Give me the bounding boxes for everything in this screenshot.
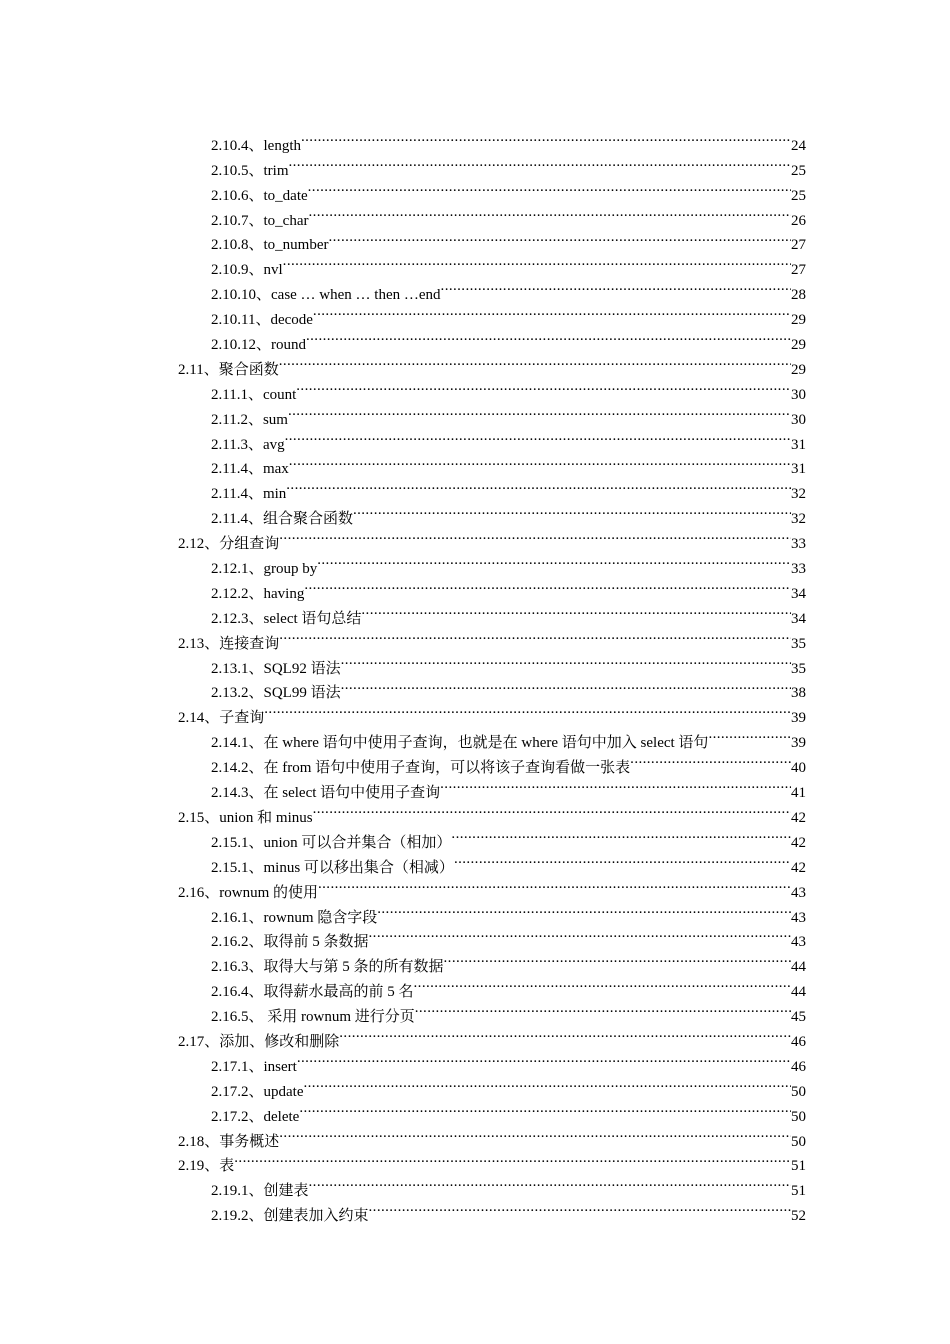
toc-dot-leader (279, 523, 791, 548)
toc-dot-leader (313, 299, 791, 324)
toc-entry-title: 2.12.1、group by (211, 561, 318, 578)
toc-entry[interactable] (0, 797, 950, 826)
toc-dot-leader (289, 150, 792, 175)
toc-entry[interactable] (0, 922, 950, 951)
toc-page-number: 32 (791, 511, 806, 528)
toc-page-number: 33 (791, 561, 806, 578)
toc-dot-leader (286, 473, 791, 498)
toc-entry-title: 2.11.4、min (211, 486, 287, 503)
toc-entry-title: 2.10.9、nvl (211, 262, 283, 279)
toc-dot-leader (339, 1021, 791, 1046)
toc-dot-leader (279, 349, 791, 374)
toc-entry-title: 2.11.4、max (211, 461, 289, 478)
toc-entry-title: 2.12、分组查询 (178, 536, 280, 553)
toc-entry[interactable] (0, 1195, 950, 1225)
toc-page-number: 39 (791, 735, 806, 752)
toc-entry-title: 2.19.2、创建表加入约束 (211, 1208, 369, 1225)
toc-page-number: 28 (791, 287, 806, 304)
toc-page-number: 42 (791, 809, 806, 826)
toc-entry[interactable] (0, 872, 950, 901)
toc-entry-title: 2.10.11、decode (211, 312, 313, 329)
toc-entry-title: 2.16.5、 采用 rownum 进行分页 (211, 1009, 415, 1026)
toc-entry[interactable] (0, 299, 950, 329)
toc-dot-leader (283, 249, 791, 274)
toc-page-number: 29 (791, 312, 806, 329)
toc-entry[interactable] (0, 498, 950, 528)
toc-dot-leader (296, 374, 791, 399)
toc-entry[interactable] (0, 175, 950, 204)
toc-page-number: 43 (791, 884, 806, 901)
toc-dot-leader (308, 200, 791, 225)
toc-page-number: 24 (791, 137, 806, 154)
toc-entry-title: 2.14.1、在 where 语句中使用子查询，也就是在 where 语句中加入 select 语句 (211, 735, 709, 752)
toc-page-number: 29 (791, 337, 806, 354)
toc-entry[interactable] (0, 324, 950, 354)
toc-page-number: 29 (791, 361, 806, 378)
toc-dot-leader (301, 125, 791, 150)
toc-entry[interactable] (0, 847, 950, 876)
toc-entry-title: 2.16.4、取得薪水最高的前 5 名 (211, 984, 414, 1001)
toc-page-number: 27 (791, 237, 806, 254)
toc-dot-leader (234, 1146, 791, 1171)
toc-entry-title: 2.17、添加、修改和删除 (178, 1033, 340, 1050)
toc-entry[interactable] (0, 897, 950, 926)
toc-page-number: 43 (791, 934, 806, 951)
toc-dot-leader (285, 424, 791, 449)
toc-entry-title: 2.10.7、to_char (211, 212, 309, 229)
toc-entry-title: 2.16.1、rownum 隐含字段 (211, 909, 378, 926)
toc-page-number: 51 (791, 1183, 806, 1200)
toc-entry[interactable] (0, 200, 950, 229)
toc-dot-leader (299, 1096, 791, 1121)
toc-entry-title: 2.10.5、trim (211, 162, 289, 179)
toc-entry[interactable] (0, 598, 950, 627)
toc-page-number: 46 (791, 1058, 806, 1075)
toc-dot-leader (369, 1195, 791, 1220)
toc-entry-title: 2.10.12、round (211, 337, 306, 354)
toc-page-number: 46 (791, 1033, 806, 1050)
toc-entry-title: 2.18、事务概述 (178, 1133, 280, 1150)
toc-entry-title: 2.13、连接查询 (178, 635, 280, 652)
toc-dot-leader (308, 175, 791, 200)
toc-page-number: 34 (791, 585, 806, 602)
toc-entry[interactable] (0, 971, 950, 1001)
toc-dot-leader (441, 274, 791, 299)
toc-dot-leader (440, 772, 791, 797)
toc-dot-leader (306, 324, 791, 349)
toc-page-number: 40 (791, 760, 806, 777)
toc-entry[interactable] (0, 1170, 950, 1200)
toc-page-number: 25 (791, 187, 806, 204)
toc-entry-title: 2.16、rownum 的使用 (178, 884, 318, 901)
toc-entry-title: 2.12.3、select 语句总结 (211, 610, 362, 627)
toc-dot-leader (317, 548, 791, 573)
toc-entry[interactable] (0, 150, 950, 179)
toc-page-number: 44 (791, 984, 806, 1001)
table-of-contents (0, 125, 950, 1225)
toc-entry-title: 2.12.2、having (211, 585, 305, 602)
toc-dot-leader (451, 822, 791, 847)
toc-page-number: 25 (791, 162, 806, 179)
toc-entry[interactable] (0, 473, 950, 503)
toc-entry-title: 2.17.1、insert (211, 1058, 297, 1075)
toc-entry[interactable] (0, 1096, 950, 1125)
toc-dot-leader (444, 946, 791, 971)
toc-dot-leader (297, 1046, 791, 1071)
toc-dot-leader (313, 797, 791, 822)
toc-entry-title: 2.14.3、在 select 语句中使用子查询 (211, 785, 441, 802)
toc-dot-leader (415, 996, 791, 1021)
toc-dot-leader (361, 598, 791, 623)
toc-dot-leader (279, 1121, 791, 1146)
toc-entry-title: 2.10.4、length (211, 137, 301, 154)
toc-entry[interactable] (0, 225, 950, 254)
toc-dot-leader (288, 399, 791, 424)
toc-entry-title: 2.11.3、avg (211, 436, 285, 453)
toc-page-number: 32 (791, 486, 806, 503)
toc-entry-title: 2.14.2、在 from 语句中使用子查询，可以将该子查询看做一张表 (211, 760, 631, 777)
toc-page-number: 50 (791, 1083, 806, 1100)
toc-entry[interactable] (0, 623, 950, 652)
toc-entry-title: 2.10.6、to_date (211, 187, 308, 204)
toc-entry[interactable] (0, 946, 950, 976)
toc-page-number: 44 (791, 959, 806, 976)
toc-dot-leader (309, 1170, 791, 1195)
toc-page-number: 33 (791, 536, 806, 553)
toc-entry-title: 2.14、子查询 (178, 710, 265, 727)
toc-entry-title: 2.10.10、case … when … then …end (211, 287, 441, 304)
toc-page-number: 42 (791, 859, 806, 876)
toc-entry[interactable] (0, 1046, 950, 1075)
toc-entry[interactable] (0, 249, 950, 279)
toc-dot-leader (414, 971, 791, 996)
toc-entry-title: 2.11.4、组合聚合函数 (211, 511, 353, 528)
toc-page-number: 35 (791, 660, 806, 677)
toc-page-number: 41 (791, 785, 806, 802)
toc-dot-leader (630, 747, 791, 772)
toc-page-number: 50 (791, 1108, 806, 1125)
toc-entry[interactable] (0, 697, 950, 727)
toc-entry[interactable] (0, 1121, 950, 1150)
toc-entry-title: 2.15.1、union 可以合并集合（相加） (211, 834, 452, 851)
toc-page-number: 45 (791, 1009, 806, 1026)
toc-entry-title: 2.15、union 和 minus (178, 809, 313, 826)
toc-entry-title: 2.16.2、取得前 5 条数据 (211, 934, 369, 951)
toc-entry[interactable] (0, 349, 950, 378)
toc-entry-title: 2.13.2、SQL99 语法 (211, 685, 341, 702)
toc-entry[interactable] (0, 573, 950, 602)
toc-dot-leader (708, 722, 791, 747)
toc-page-number: 30 (791, 386, 806, 403)
toc-entry[interactable] (0, 996, 950, 1026)
toc-entry[interactable] (0, 399, 950, 428)
toc-dot-leader (289, 449, 791, 474)
toc-dot-leader (341, 648, 791, 673)
toc-entry-title: 2.11.2、sum (211, 411, 288, 428)
toc-dot-leader (279, 623, 791, 648)
toc-entry[interactable] (0, 747, 950, 777)
toc-page-number: 31 (791, 461, 806, 478)
toc-page-number: 38 (791, 685, 806, 702)
toc-entry[interactable] (0, 374, 950, 403)
toc-page-number: 26 (791, 212, 806, 229)
toc-page-number: 30 (791, 411, 806, 428)
toc-page-number: 27 (791, 262, 806, 279)
toc-entry-title: 2.10.8、to_number (211, 237, 329, 254)
toc-entry[interactable] (0, 125, 950, 154)
toc-page-number: 34 (791, 610, 806, 627)
toc-dot-leader (304, 573, 791, 598)
toc-dot-leader (318, 872, 791, 897)
toc-entry-title: 2.11、聚合函数 (178, 361, 279, 378)
toc-page-number: 43 (791, 909, 806, 926)
toc-entry[interactable] (0, 1021, 950, 1050)
toc-dot-leader (454, 847, 791, 872)
toc-entry[interactable] (0, 772, 950, 802)
toc-dot-leader (264, 697, 791, 722)
toc-entry[interactable] (0, 523, 950, 553)
toc-entry[interactable] (0, 548, 950, 578)
toc-page-number: 52 (791, 1208, 806, 1225)
toc-entry-title: 2.16.3、取得大与第 5 条的所有数据 (211, 959, 444, 976)
toc-page-number: 51 (791, 1158, 806, 1175)
toc-page-number: 50 (791, 1133, 806, 1150)
toc-entry[interactable] (0, 1071, 950, 1100)
toc-page-number: 31 (791, 436, 806, 453)
toc-entry-title: 2.13.1、SQL92 语法 (211, 660, 341, 677)
toc-entry-title: 2.19.1、创建表 (211, 1183, 309, 1200)
toc-entry[interactable] (0, 722, 950, 752)
toc-dot-leader (353, 498, 791, 523)
toc-dot-leader (303, 1071, 791, 1096)
toc-page-number: 35 (791, 635, 806, 652)
toc-entry-title: 2.17.2、update (211, 1083, 304, 1100)
toc-entry-title: 2.17.2、delete (211, 1108, 300, 1125)
toc-entry[interactable] (0, 449, 950, 478)
toc-entry-title: 2.15.1、minus 可以移出集合（相减） (211, 859, 454, 876)
toc-entry[interactable] (0, 274, 950, 304)
toc-entry[interactable] (0, 1146, 950, 1175)
toc-dot-leader (329, 225, 792, 250)
toc-dot-leader (369, 922, 791, 947)
toc-entry[interactable] (0, 424, 950, 453)
toc-entry[interactable] (0, 673, 950, 702)
toc-entry[interactable] (0, 648, 950, 677)
toc-entry[interactable] (0, 822, 950, 851)
toc-entry-title: 2.11.1、count (211, 386, 297, 403)
toc-dot-leader (341, 673, 791, 698)
toc-page-number: 39 (791, 710, 806, 727)
toc-entry-title: 2.19、表 (178, 1158, 235, 1175)
toc-page-number: 42 (791, 834, 806, 851)
toc-dot-leader (377, 897, 791, 922)
